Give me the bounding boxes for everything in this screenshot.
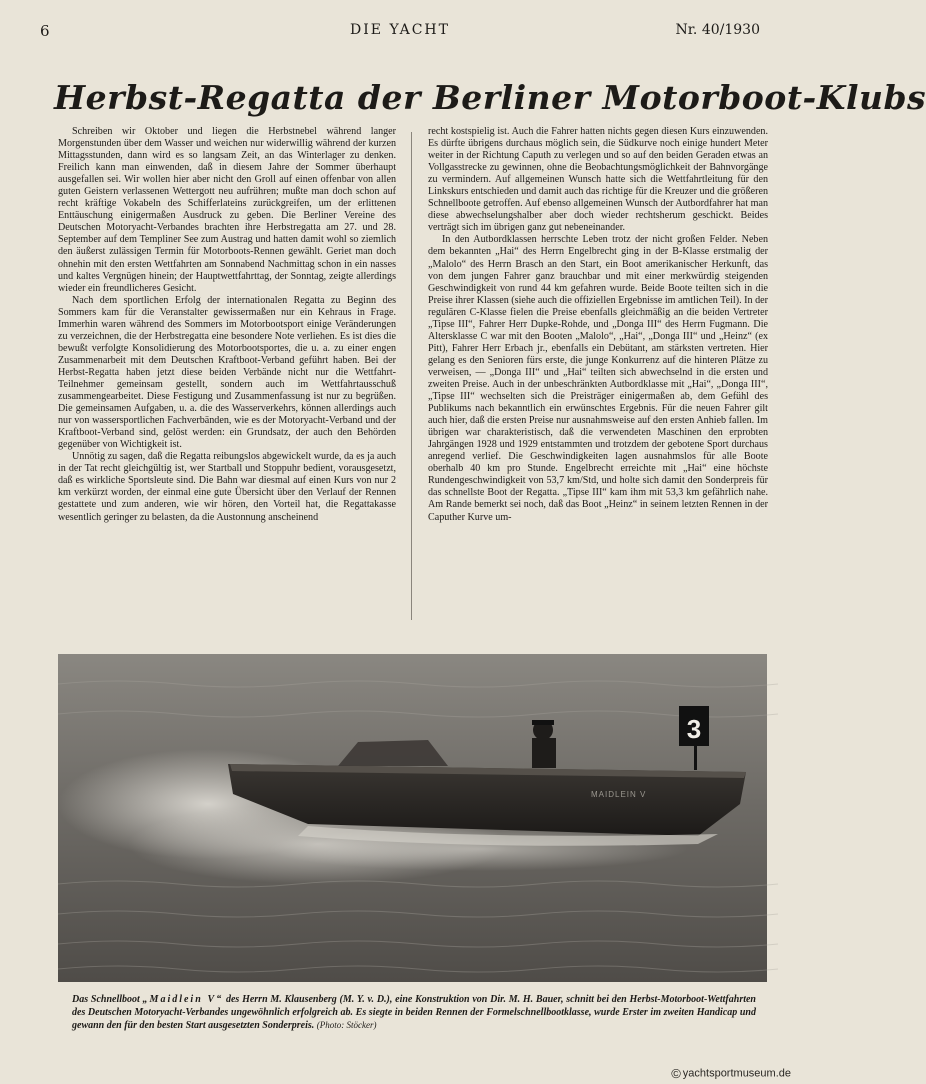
watermark-text: yachtsportmuseum.de (682, 1067, 791, 1080)
journal-name: DIE YACHT (350, 22, 450, 38)
article-paragraph: Unnötig zu sagen, daß die Regatta reibungslos abgewickelt wurde, da es ja auch in der Tat recht gleichgültig ist, wer Startball und Stoppuhr bedient, vorausgesetzt, daß es wirkliche Sportsleute sind. Die Bahn war diesmal auf einen Kurs von nur 2 km verkürzt worden, der einmal eine gute Übersicht über den Verlauf der Rennen gestattete und zum anderen, wie wir hören, den Vorteil hat, die Regattakasse wesentlich geringer zu belasten, da die Austonnung anscheinend (58, 451, 396, 523)
hull-lettering: MAIDLEIN V (591, 790, 647, 799)
article-column-right (428, 126, 768, 624)
copyright-icon: © (671, 1066, 681, 1081)
speedboat-photo (58, 654, 767, 982)
article-column-left (58, 126, 396, 624)
caption-text: des Herrn M. Klausenberg (M. Y. v. D.), eine Konstruktion von Dir. M. H. Bauer, schnitt bei den Herbst-Motorboot-Wettfahrten des Deutschen Motoryacht-Verbandes ungewöhnlich erfolgreich ab. Es siegte in beiden Rennen der Formelschnellbootklasse, wurde Erster im zweiten Handicap und gewann den für den besten Start ausgesetzten Sonderpreis. (72, 994, 756, 1031)
article-headline: Herbst-Regatta der Berliner Motorboot-Klubs (54, 78, 926, 117)
column-divider (411, 132, 412, 620)
photo-caption (72, 994, 756, 1033)
caption-lead: Das Schnellboot (72, 994, 140, 1005)
site-watermark (671, 1066, 791, 1081)
article-paragraph: Schreiben wir Oktober und liegen die Herbstnebel während langer Morgenstunden über dem Wasser und weichen nur widerwillig während der kurzen Mittagsstunden, dann wird es so langsam Zeit, an das Winterlager zu denken. Freilich kann man einwenden, daß in diesem Jahre der Sommer überhaupt ausgefallen sei. Wir wollen hier aber nicht den Groll auf einen offenbar von allen guten Geistern verlassenen Wettergott neu aufrühren; mußte man doch schon auf recht kräftige Vokabeln des Schifferlateins zurückgreifen, um der erlittenen Enttäuschung einigermaßen Ausdruck zu geben. Die Berliner Vereine des Deutschen Motoryacht-Verbandes brachten ihre Herbstregatta am 27. und 28. September auf dem Templiner See zum Austrag und hatten damit wohl so ziemlich den äußerst zulässigen Termin für Motorboots-Rennen gewählt. Geriet man doch ohnehin mit den ersten Wettfahrten am Sonnabend Nachmittag schon in ein nasses und kaltes Vergnügen hinein; der Hauptwettfahrttag, der Sonntag, zeigte allerdings wieder ein freundlicheres Gesicht. (58, 126, 396, 294)
race-number: 3 (686, 714, 702, 744)
speedboat-illustration (58, 654, 767, 982)
driver-body (532, 738, 556, 768)
page-number: 6 (40, 22, 50, 40)
article-paragraph: Nach dem sportlichen Erfolg der internationalen Regatta zu Beginn des Sommers kam für die Veranstalter gewissermaßen nur ein Kehraus in Frage. Immerhin waren während des Sommers im Motorbootsport einige Veränderungen zu verzeichnen, die der Herbstregatta eine besondere Note verliehen. Es ist dies die bewußt verfolgte Konsolidierung des Motorbootsportes, die u. a. zu einer engen Zusammenarbeit mit dem Deutschen Kraftboot-Verband geführt haben. Bei der Herbst-Regatta haben jetzt diese beiden Verbände nicht nur die Wettfahrt-Teilnehmer gemeinsam gestellt, sondern auch im Wettfahrtausschuß zusammengearbeitet. Diese Festigung und Zusammenfassung ist nur zu begrüßen. Die gemeinsamen Aufgaben, u. a. die des Wasserverkehrs, können allerdings auch nur von wassersportlichen Fachverbänden, wie es der Motoryacht-Verband und der Kraftboot-Verband sind, gelöst werden: ein Grundsatz, der auch den Behörden gegenüber von Wichtigkeit ist. (58, 294, 396, 451)
photo-credit: (Photo: Stöcker) (316, 1020, 377, 1030)
caption-boat-name: „Maidlein V“ (142, 994, 224, 1005)
running-head (40, 22, 760, 44)
issue-number: Nr. 40/1930 (675, 22, 760, 38)
article-paragraph: In den Autbordklassen herrschte Leben trotz der nicht großen Felder. Neben dem bekannten „Hai“ des Herrn Engelbrecht ging in der B-Klasse erstmalig der „Malolo“ des Herrn Brasch an den Start, ein Boot amerikanischer Herkunft, das von dem jungen Fahrer ganz brauchbar und mit einer merkwürdig steigenden Geschwindigkeit von rund 44 km gefahren wurde. Beide Boote teilten sich in die Preise ihrer Klassen (siehe auch die offiziellen Ergebnisse im amtlichen Teil). In der regulären C-Klasse fielen die Preise ebenfalls gleichmäßig an die beiden Vertreter „Tipse III“, Fahrer Herr Dupke-Rohde, und „Donga III“ des Herrn Fugmann. Die Altersklasse C war mit den Booten „Malolo“, „Hai“, „Donga III“ und „Heinz“ (ex Pitt), Fahrer Herr Erbach jr., ebenfalls ein Debütant, am stärksten vertreten. Hier gelang es den Senioren fürs erste, die junge Konkurrenz auf die hinteren Plätze zu verweisen, — „Donga III“ und „Hai“ teilten sich abwechselnd in die ersten und zweiten Preise. Auch in der unbeschränkten Autbordklasse mit „Hai“, „Donga III“, „Tipse III“ wechselten sich die Preisträger einigermaßen ab, dem Gefühl des Publikums nach bekanntlich ein erwünschtes Ergebnis. Für die neuen Fahrer gilt auch hier, daß die ersten Preise nur ausnahmsweise auf den ersten Anhieb fallen. Im übrigen war charakteristisch, daß die verwendeten Maschinen den erprobten Jahrgängen 1928 und 1929 entstammten und trotzdem der gebotene Sport durchaus anregend verlief. Die Geschwindigkeiten lagen ausnahmslos für alle Boote oberhalb 40 km pro Stunde. Engelbrecht erreichte mit „Hai“ eine höchste Rundengeschwindigkeit von 53,7 km/Std, und holte sich damit den Sonderpreis für das schnellste Boot der Regatta. „Tipse III“ kam ihm mit 53,3 km gefährlich nahe. Am Rande bemerkt sei noch, daß das Boot „Heinz“ in seinem letzten Rennen in der Caputher Kurve um- (428, 234, 768, 523)
article-paragraph: recht kostspielig ist. Auch die Fahrer hatten nichts gegen diesen Kurs einzuwenden. Es dürfte übrigens durchaus möglich sein, die Südkurve noch einige hundert Meter weiter in der Richtung Caputh zu verlegen und so auf den beiden Geraden etwas an Vollgasstrecke zu gewinnen, ohne die Beobachtungsmöglichkeit der Bahnvorgänge zu vermindern. Auf allgemeinen Wunsch hatte sich die Wettfahrtleitung für den Linkskurs entschieden und damit auch das richtige für die Kreuzer und die größeren Schnellboote getroffen. Auf ebenso allgemeinen Wunsch der Autbordfahrer hat man diese abwechselungshalber aber doch wieder rechtsherum geschickt. Beides verträgt sich im übrigen ganz gut nebeneinander. (428, 126, 768, 234)
